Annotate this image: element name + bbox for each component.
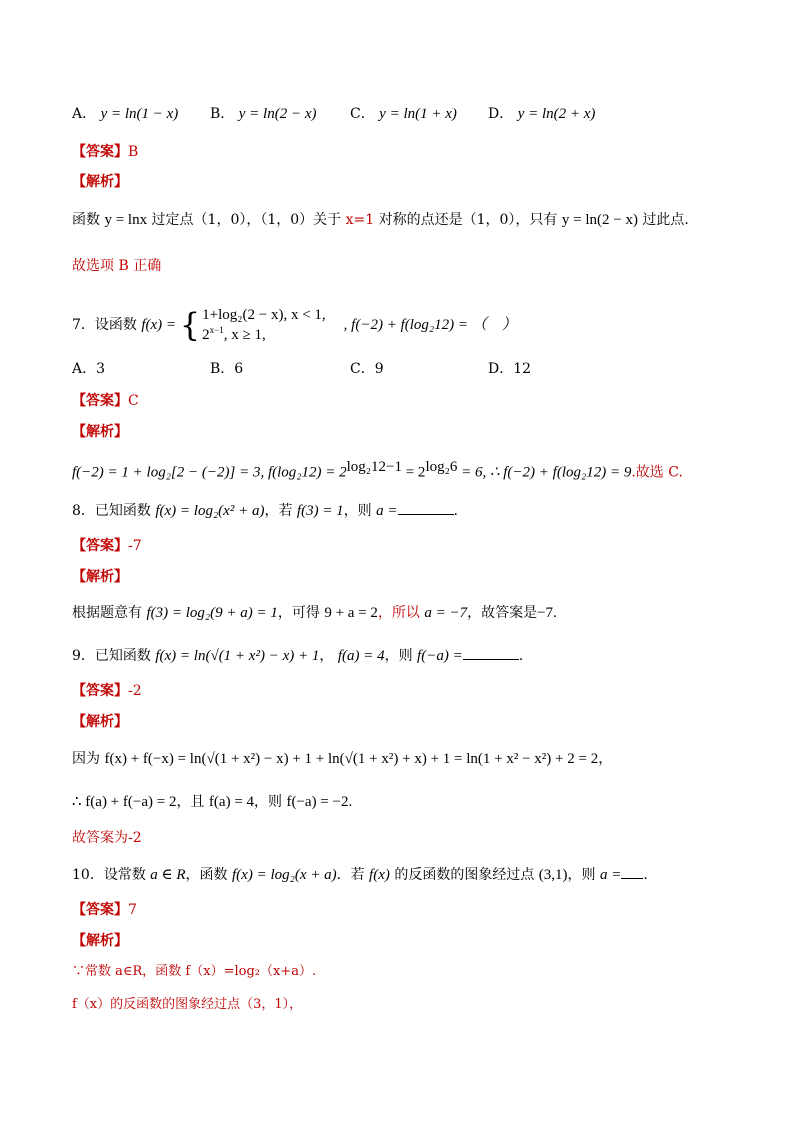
q7-piecewise: 1+log₂(2 − x), x < 1, $2^{x-1}$, x ≥ 1, (202, 306, 326, 343)
q6-options (72, 104, 595, 124)
answer-label: 【答案】 (72, 144, 128, 160)
q7-options (72, 359, 531, 379)
q9-analysis-line2: ∴ f(a) + f(−a) = 2，且 f(a) = 4，则 f(−a) = −2. (72, 794, 353, 810)
q9-analysis-line1: 因为 f(x) + f(−x) = ln(√(1 + x²) − x) + 1 + ln(√(1 + x²) + x) + 1 = ln(1 + x² − x²) + 2 = 2， (72, 751, 613, 767)
q6-conclusion: 故选项 B 正确 (72, 258, 162, 274)
q6-analysis-label: 【解析】 (72, 174, 128, 190)
answer-blank (463, 645, 519, 660)
answer-label: 【答案】 (72, 683, 128, 699)
q7-option-a: A．3 (72, 361, 106, 377)
q7-option-c: C．9 (350, 361, 384, 377)
q10-analysis-label: 【解析】 (72, 933, 128, 949)
q9-analysis-label: 【解析】 (72, 714, 128, 730)
q8-answer (72, 536, 142, 556)
brace-symbol: { (179, 306, 201, 344)
q10-answer (72, 900, 137, 920)
answer-value: 7 (128, 902, 137, 918)
q6-option-b: B． y = ln(2 − x) (210, 106, 317, 122)
answer-blank (398, 500, 454, 515)
q9-answer (72, 681, 142, 701)
q9-conclusion: 故答案为-2 (72, 830, 142, 846)
q8-analysis-label: 【解析】 (72, 569, 128, 585)
answer-value: B (128, 144, 139, 160)
q7-stem: 7．设函数 f(x) = { 1+log₂(2 − x), x < 1, $2^{x-1}$, x ≥ 1, , f(−2) + f(log₂12) = （ ） (72, 306, 517, 344)
q6-analysis-text: 函数 y = lnx 过定点（1，0），（1，0）关于 x=1 对称的点还是（1，0），只有 y = ln(2 − x) 过此点. (72, 212, 689, 228)
q10-analysis-line2: f（x）的反函数的图象经过点（3，1）， (72, 997, 303, 1012)
q6-option-c: C． y = ln(1 + x) (350, 106, 457, 122)
q6-option-a: A． y = ln(1 − x) (72, 106, 179, 122)
q7-option-d: D．12 (488, 361, 532, 377)
q7-option-b: B．6 (210, 361, 244, 377)
answer-label: 【答案】 (72, 902, 128, 918)
q10-analysis-line1: ∵常数 a∈R，函数 f（x）=log₂（x+a）. (72, 964, 317, 979)
answer-value: -2 (128, 683, 142, 699)
q10-stem: 10．设常数 a ∈ R，函数 f(x) = log₂(x + a)．若 f(x) 的反函数的图象经过点 (3,1)，则 a = . (72, 864, 648, 885)
answer-blank (621, 864, 643, 879)
q7-analysis-text: f(−2) = 1 + log₂[2 − (−2)] = 3, $f(\log_212) = 2^{log_212-1} = 2^{log_26} = 6$, ∴ f(−2) + f(log₂12) = 9.故选 C. (72, 459, 683, 481)
q8-analysis-text: 根据题意有 f(3) = log₂(9 + a) = 1，可得 9 + a = 2，所以 a = −7，故答案是−7. (72, 605, 557, 621)
answer-value: C (128, 393, 139, 409)
answer-label: 【答案】 (72, 538, 128, 554)
q6-option-d: D． y = ln(2 + x) (488, 106, 596, 122)
q7-analysis-label: 【解析】 (72, 424, 128, 440)
q7-answer (72, 391, 139, 411)
q6-answer (72, 142, 138, 162)
answer-label: 【答案】 (72, 393, 128, 409)
q8-stem: 8．已知函数 f(x) = log₂(x² + a)，若 f(3) = 1，则 a = . (72, 500, 458, 521)
answer-value: -7 (128, 538, 142, 554)
q9-stem: 9．已知函数 f(x) = ln(√(1 + x²) − x) + 1， f(a) = 4，则 f(−a) = . (72, 645, 523, 666)
